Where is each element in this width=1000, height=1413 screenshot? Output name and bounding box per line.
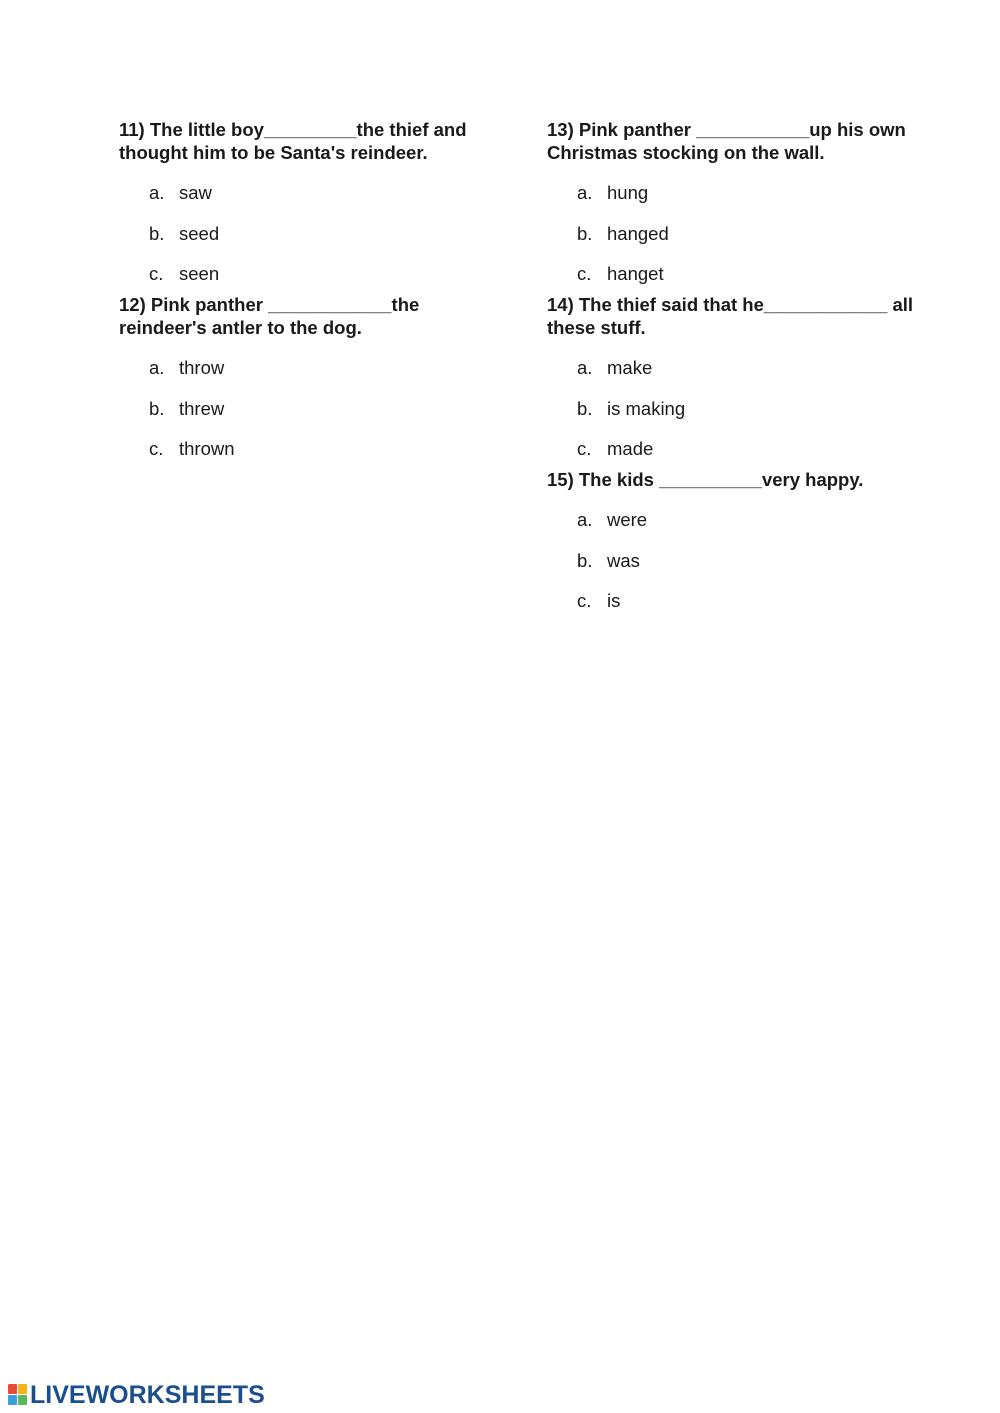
question-text: 12) Pink panther ____________the reindeer's antler to the dog. xyxy=(119,294,420,338)
option-letter: c. xyxy=(577,438,592,459)
option-letter: a. xyxy=(149,357,165,378)
option-text: throw xyxy=(179,357,225,378)
right-column xyxy=(547,118,957,620)
logo-blocks-icon xyxy=(8,1384,28,1406)
liveworksheets-logo xyxy=(8,1380,265,1410)
option-letter: b. xyxy=(577,397,593,419)
option-text: make xyxy=(607,357,653,378)
left-column xyxy=(119,118,514,468)
option-letter: a. xyxy=(577,182,593,203)
option-letter: c. xyxy=(149,263,164,284)
option-letter: b. xyxy=(577,222,593,244)
option-a[interactable] xyxy=(119,181,514,204)
question-text: 15) The kids __________very happy. xyxy=(547,469,864,490)
option-c[interactable] xyxy=(119,437,514,460)
option-b[interactable] xyxy=(119,222,514,245)
option-letter: c. xyxy=(149,438,164,459)
option-letter: b. xyxy=(149,397,165,419)
option-letter: a. xyxy=(577,357,593,378)
option-letter: b. xyxy=(577,549,593,571)
question-text: 14) The thief said that he____________ all these stuff. xyxy=(547,294,914,338)
options-list xyxy=(547,508,957,612)
option-text: threw xyxy=(179,397,225,419)
option-letter: c. xyxy=(577,590,592,611)
option-text: hung xyxy=(607,182,649,203)
option-c[interactable] xyxy=(547,437,957,460)
option-letter: a. xyxy=(577,509,593,530)
option-text: seen xyxy=(179,263,220,284)
question-13 xyxy=(547,118,957,285)
option-b[interactable] xyxy=(119,397,514,420)
option-text: were xyxy=(607,509,648,530)
option-text: hanged xyxy=(607,222,669,244)
options-list xyxy=(547,356,957,460)
option-letter: b. xyxy=(149,222,165,244)
option-letter: c. xyxy=(577,263,592,284)
option-c[interactable] xyxy=(119,262,514,285)
options-list xyxy=(547,181,957,285)
logo-text: LIVEWORKSHEETS xyxy=(30,1380,265,1409)
option-a[interactable] xyxy=(547,508,957,531)
option-b[interactable] xyxy=(547,397,957,420)
option-text: is making xyxy=(607,397,686,419)
option-text: was xyxy=(607,549,640,571)
option-text: made xyxy=(607,438,654,459)
question-14 xyxy=(547,293,957,460)
option-a[interactable] xyxy=(547,181,957,204)
question-15 xyxy=(547,468,957,612)
option-text: thrown xyxy=(179,438,235,459)
option-b[interactable] xyxy=(547,549,957,572)
question-11 xyxy=(119,118,514,285)
option-text: seed xyxy=(179,222,220,244)
question-text: 11) The little boy_________the thief and thought him to be Santa's reindeer. xyxy=(119,119,467,163)
options-list xyxy=(119,181,514,285)
option-text: is xyxy=(607,590,621,611)
question-12 xyxy=(119,293,514,460)
option-c[interactable] xyxy=(547,262,957,285)
option-letter: a. xyxy=(149,182,165,203)
option-text: saw xyxy=(179,182,212,203)
option-a[interactable] xyxy=(119,356,514,379)
option-a[interactable] xyxy=(547,356,957,379)
options-list xyxy=(119,356,514,460)
option-b[interactable] xyxy=(547,222,957,245)
option-c[interactable] xyxy=(547,589,957,612)
option-text: hanget xyxy=(607,263,664,284)
question-text: 13) Pink panther ___________up his own Christmas stocking on the wall. xyxy=(547,119,906,163)
